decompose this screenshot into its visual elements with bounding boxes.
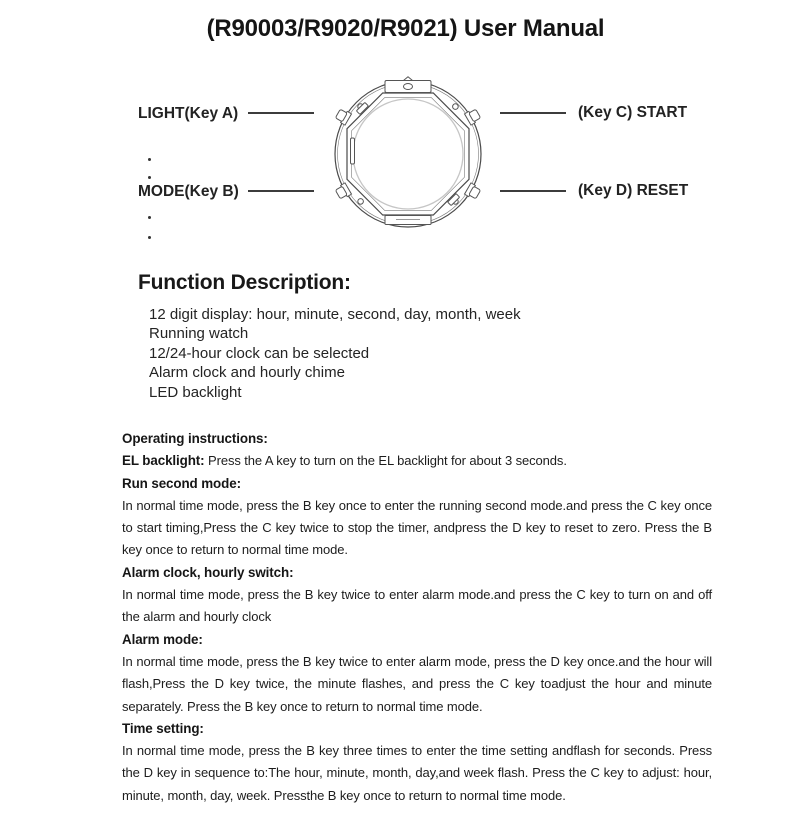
section-label-time-setting: Time setting: [122,720,204,736]
feature-item: Running watch [149,325,249,343]
watch-bezel-octagon-inner [352,98,465,211]
features-list [149,305,521,402]
stray-dot [148,216,151,219]
operating-instructions [122,428,712,807]
watch-diagram [322,68,494,240]
function-description-heading: Function Description: [138,271,351,294]
section-label-alarm-mode: Alarm mode: [122,631,203,647]
watch-bottom-lug [385,216,431,225]
watch-case-circle [335,81,481,227]
watch-dial-circle [353,99,463,209]
watch-side-latch [351,138,355,164]
feature-item: 12/24-hour clock can be selected [149,344,370,362]
section-text-time-setting: In normal time mode, press the B key three times to enter the time setting andflash for seconds. Press the D key in sequence to:The hour, minute, month, day,and week flash. Press the C key to adjust: hour, minute, month, day, week. Pressthe B key once to return to normal time mode. [122,743,712,803]
label-light-key-a: LIGHT(Key A) [138,105,239,122]
section-label-alarm-clock-hourly-switch: Alarm clock, hourly switch: [122,564,294,580]
section-label: EL backlight: [122,453,205,469]
feature-item: Alarm clock and hourly chime [149,364,345,382]
corner-screw [358,199,364,205]
feature-item: 12 digit display: hour, minute, second, day, month, week [149,306,521,323]
section-text-run-second-mode: In normal time mode, press the B key once to enter the running second mode.and press the C key once to start timing,Press the C key twice to stop the timer, andpress the D key to reset to zero. Press the B key once to return to normal time mode. [122,497,712,558]
connector-line-key-a [248,112,314,114]
watch-top-notch [404,77,413,81]
section-text: Press the A key to turn on the EL backlight for about 3 seconds. [208,453,567,469]
page-title: (R90003/R9020/R9021) User Manual [206,15,605,42]
section-label-run-second-mode: Run second mode: [122,475,241,491]
connector-line-key-d [500,190,566,192]
corner-screw [453,104,459,110]
stray-dot [148,158,151,161]
connector-line-key-c [500,112,566,114]
stray-dot [148,176,151,179]
label-mode-key-b: MODE(Key B) [138,183,239,200]
feature-item: LED backlight [149,383,242,401]
stray-dot [148,236,151,239]
section-el-backlight [122,450,712,472]
connector-line-key-b [248,190,314,192]
watch-bezel-octagon [347,93,469,215]
watch-top-lug-hole [404,84,413,90]
label-start-key-c: (Key C) START [578,104,688,121]
label-reset-key-d: (Key D) RESET [578,182,689,199]
section-text-alarm-clock-hourly-switch: In normal time mode, press the B key twice to enter alarm mode.and press the C key to turn on and off the alarm and hourly clock [122,587,712,625]
operating-heading: Operating instructions: [122,431,268,446]
section-text-alarm-mode: In normal time mode, press the B key twice to enter alarm mode, press the D key once.and the hour will flash,Press the D key twice, the minute flashes, and press the C key toadjust the hour and minute separately. Press the B key once to return to normal time mode. [122,653,712,714]
